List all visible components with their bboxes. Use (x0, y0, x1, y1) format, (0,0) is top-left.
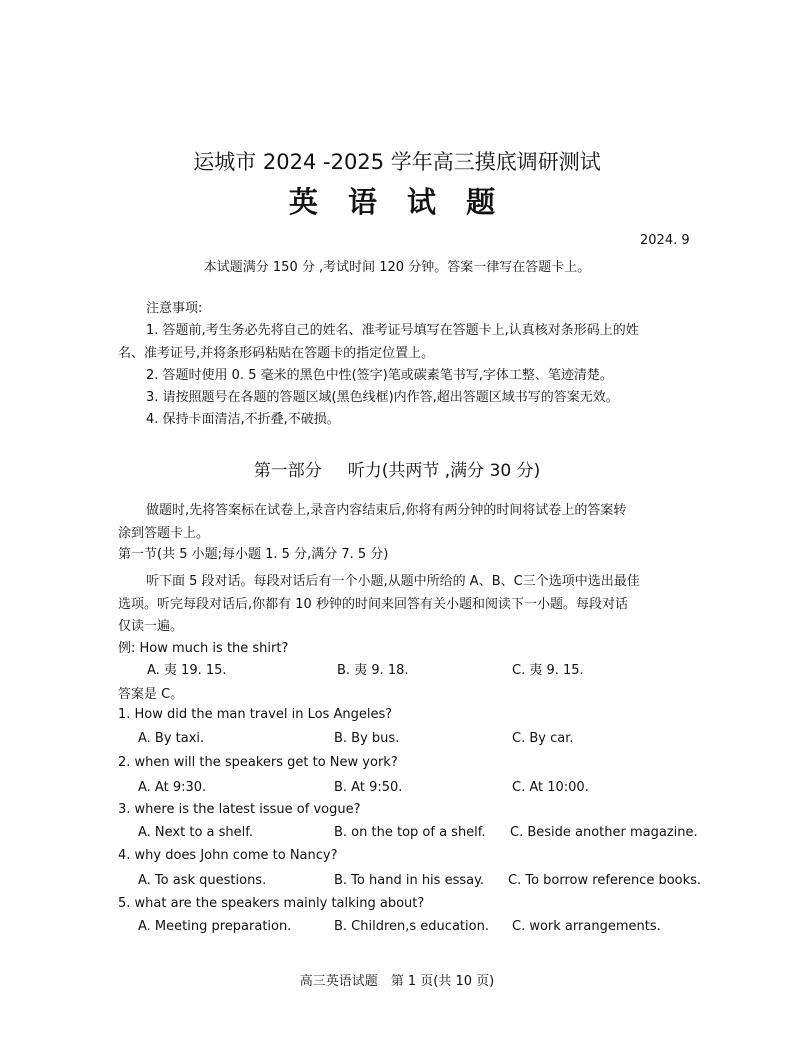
note-item-3: 3. 请按照题号在各题的答题区域(黑色线框)内作答,超出答题区域书写的答案无效。 (146, 390, 619, 405)
question-3-option-c: C. Beside another magazine. (510, 825, 698, 840)
part-one-label: 第一部分 (253, 461, 322, 481)
notes-heading: 注意事项: (146, 301, 203, 316)
question-1-option-c: C. By car. (512, 731, 574, 746)
listening-instruction-line-2: 选项。听完每段对话后,你都有 10 秒钟的时间来回答有关小题和阅读下一小题。每段对话 (118, 597, 628, 612)
section-one-heading: 第一节(共 5 小题;每小题 1. 5 分,满分 7. 5 分) (118, 547, 389, 562)
question-2: 2. when will the speakers get to New york? (118, 755, 398, 770)
part-one-instruction-line-1: 做题时,先将答案标在试卷上,录音内容结束后,你将有两分钟的时间将试卷上的答案转 (146, 503, 627, 518)
note-item-4: 4. 保持卡面清洁,不折叠,不破损。 (146, 412, 340, 427)
note-item-2: 2. 答题时使用 0. 5 毫米的黑色中性(签字)笔或碳素笔书写,字体工整、笔迹清楚。 (146, 368, 613, 383)
question-2-option-b: B. At 9:50. (334, 780, 403, 795)
exam-intro: 本试题满分 150 分 ,考试时间 120 分钟。答案一律写在答题卡上。 (203, 260, 591, 275)
exam-title: 运城市 2024 -2025 学年高三摸底调研测试 (193, 150, 601, 174)
question-5-option-c: C. work arrangements. (512, 919, 661, 934)
question-4-option-c: C. To borrow reference books. (508, 873, 702, 888)
example-option-b: B. 夷 9. 18. (337, 663, 409, 678)
question-5-option-b: B. Children,s education. (334, 919, 489, 934)
question-4-option-b: B. To hand in his essay. (334, 873, 485, 888)
example-question: 例: How much is the shirt? (118, 641, 289, 656)
question-5-option-a: A. Meeting preparation. (138, 919, 292, 934)
note-item-1-line-2: 名、准考证号,并将条形码粘贴在答题卡的指定位置上。 (118, 346, 435, 361)
part-one-title: 听力(共两节 ,满分 30 分) (347, 461, 541, 481)
question-3-option-a: A. Next to a shelf. (138, 825, 254, 840)
listening-instruction-line-3: 仅读一遍。 (118, 619, 184, 634)
example-option-c: C. 夷 9. 15. (512, 663, 584, 678)
part-one-heading (0, 456, 794, 481)
example-option-a: A. 夷 19. 15. (147, 663, 227, 678)
subject-title: 英 语 试 题 (288, 185, 506, 219)
note-item-1-line-1: 1. 答题前,考生务必先将自己的姓名、准考证号填写在答题卡上,认真核对条形码上的姓 (146, 323, 639, 338)
part-one-instruction-line-2: 涂到答题卡上。 (118, 526, 210, 541)
question-3: 3. where is the latest issue of vogue? (118, 802, 361, 817)
question-3-option-b: B. on the top of a shelf. (334, 825, 486, 840)
example-answer: 答案是 C。 (118, 687, 184, 702)
question-4: 4. why does John come to Nancy? (118, 848, 338, 863)
question-1-option-b: B. By bus. (334, 731, 400, 746)
page-footer: 高三英语试题 第 1 页(共 10 页) (299, 974, 495, 989)
exam-date: 2024. 9 (640, 233, 690, 248)
question-4-option-a: A. To ask questions. (138, 873, 267, 888)
question-5: 5. what are the speakers mainly talking about? (118, 896, 425, 911)
question-1: 1. How did the man travel in Los Angeles? (118, 707, 393, 722)
question-1-option-a: A. By taxi. (138, 731, 205, 746)
listening-instruction-line-1: 听下面 5 段对话。每段对话后有一个小题,从题中所给的 A、B、C三个选项中选出最佳 (146, 574, 640, 589)
question-2-option-a: A. At 9:30. (138, 780, 207, 795)
question-2-option-c: C. At 10:00. (512, 780, 589, 795)
